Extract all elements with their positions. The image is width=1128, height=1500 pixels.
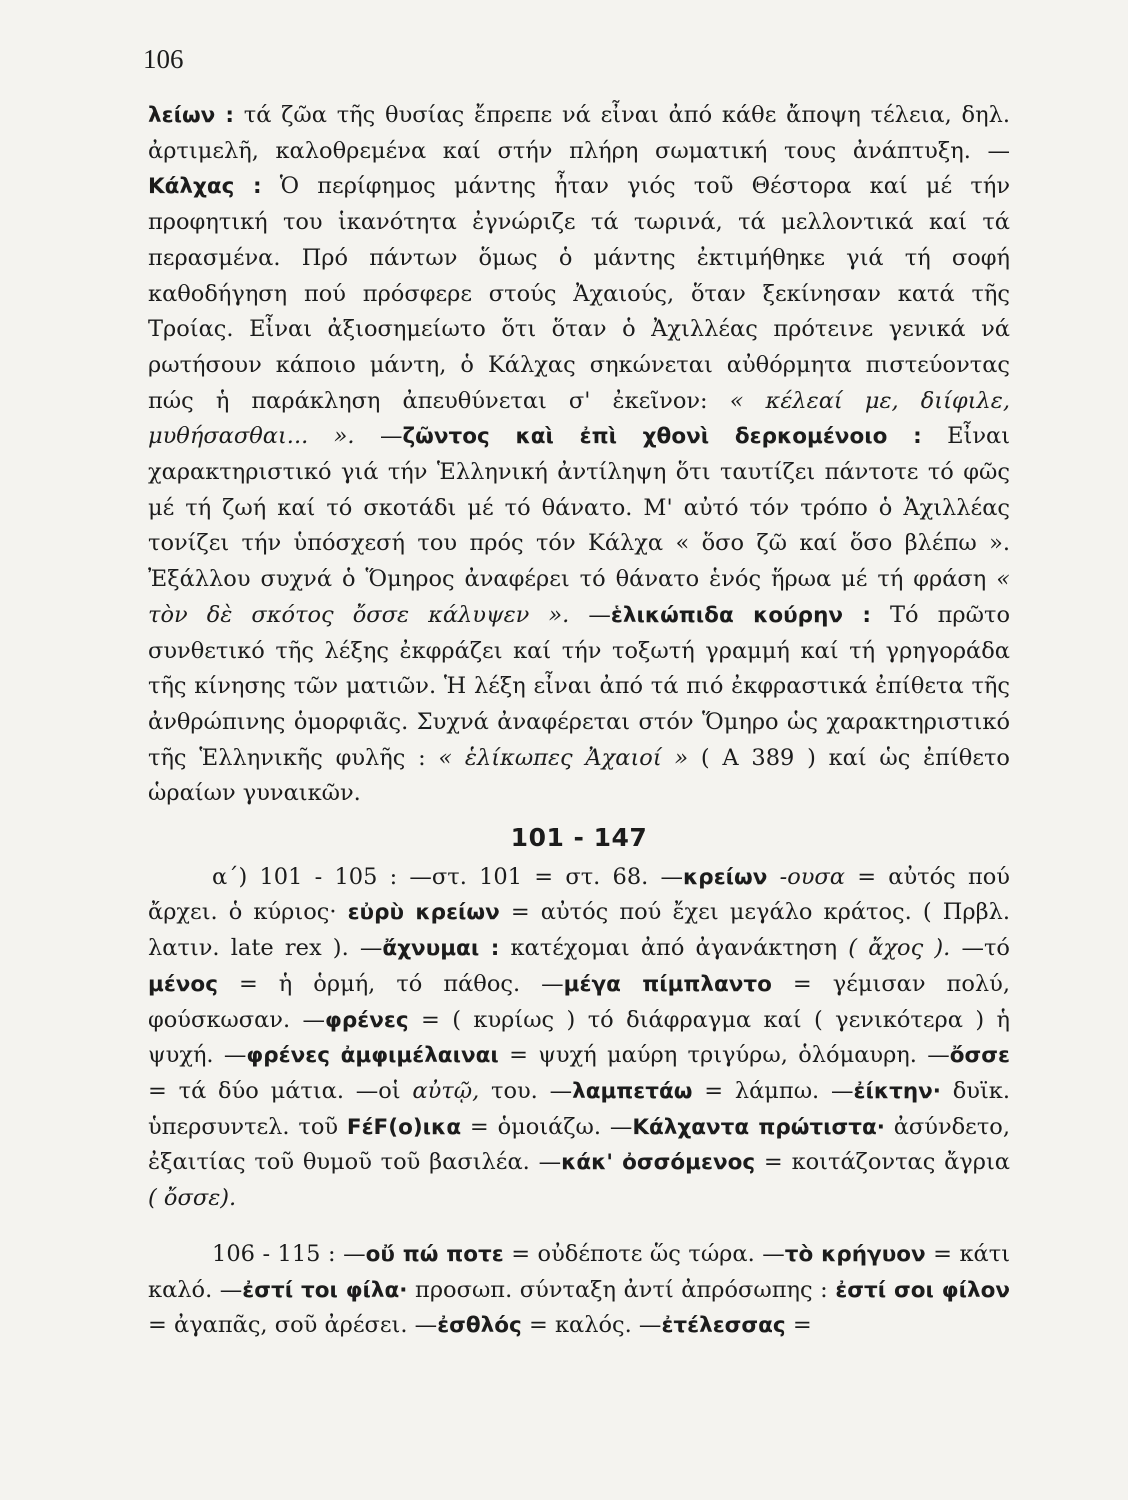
lemma: ἑλικώπιδα κούρην : [610,602,871,628]
lemma: λείων : [148,103,234,128]
lemma: ὄσσε [949,1043,1010,1069]
lemma: λαμπετάω [572,1078,693,1104]
quotation: -ουσα [767,863,858,890]
text-run: — [569,601,611,628]
lemma: φρένες ἀμφιμέλαιναι [246,1043,499,1069]
text-run: = αὐτός πού ἔχει μεγάλο κράτος. ( Πρβλ. λατιν. late rex ). — [148,899,1010,962]
text-run: = ὁμοιάζω. — [461,1113,633,1140]
quotation: « ἑλίκωπες Ἀχαιοί » [438,744,689,771]
text-run: α΄) 101 - 105 : —στ. 101 = στ. 68. — [212,863,684,890]
text-run: Ὁ περίφημος μάντης ἦταν γιός τοῦ Θέστορα καί μέ τήν προφητική του ἱκανότητα ἐγνώριζε τά τωρινά, τά μελλοντικά καί τά περασμένα. Πρό πάντων ὅμως ὁ μάντης ἐκτιμήθηκε γιά τή σοφή καθοδήγηση πού πρόσφερε στούς Ἀχαιούς, ὅταν ξεκίνησαν κατά τῆς Τροίας. Εἶναι ἀξιοσημείωτο ὅτι ὅταν ὁ Ἀχιλλέας πρότεινε γενικά νά ρωτήσουν κάποιο μάντη, ὁ Κάλχας σηκώνεται αὐθόρμητα πιστεύοντας πώς ἡ παράκληση ἀπευθύνεται σ' ἐκεῖνον: [148,173,1010,414]
text-run: δυϊκ. ὑπερσυντελ. τοῦ [148,1077,1010,1140]
commentary-paragraph-106-115 [148,1237,1010,1344]
lemma: ἐτέλεσσας [661,1313,786,1339]
lemma: ἐσθλός [437,1313,522,1339]
text-run: = κάτι καλό. — [148,1240,1011,1303]
lemma: κάκ' ὀσσόμενος [561,1150,756,1176]
text-run: ( Α 389 ) καί ὡς ἐπίθετο ὡραίων γυναικῶν. [148,744,1010,807]
text-run: προσωπ. σύνταξη ἀντί ἀπρόσωπης : [407,1276,836,1303]
text-run: = λάμπω. — [692,1077,854,1104]
quotation: ( ὄσσε). [148,1185,237,1212]
text-run: 106 - 115 : — [212,1240,366,1267]
lemma: ζῶντος καὶ ἐπὶ χθονὶ δερκομένοιο : [402,424,922,450]
text-run: = ἀγαπᾶς, σοῦ ἀρέσει. — [148,1312,438,1339]
quotation: « κέλεαί με, διίφιλε, μυθήσασθαι... ». [148,387,1010,450]
text-run: = γέμισαν πολύ, φούσκωσαν. — [148,970,1010,1033]
lemma: Κάλχας : [148,174,262,200]
text-run: του. — [479,1077,573,1104]
lemma: ἐστί σοι φίλον [835,1277,1011,1303]
lemma: Κάλχαντα πρώτιστα· [632,1114,885,1140]
lemma: ἄχνυμαι : [382,936,500,962]
text-run: = [785,1312,812,1339]
text-run: κατέχομαι ἀπό ἀγανάκτηση [499,935,849,962]
lemma: εὐρὺ κρείων [347,900,500,926]
text-run: = ( κυρίως ) τό διάφραγμα καί ( γενικότερα ) ἡ ψυχή. — [148,1006,1010,1069]
lemma: τὸ κρήγυον [784,1241,926,1267]
lemma: FέF(ο)ικα [346,1114,462,1140]
text-run: = ψυχή μαύρη τριγύρω, ὁλόμαυρη. — [498,1042,950,1069]
lemma: οὔ πώ ποτε [365,1241,504,1267]
quotation: ( ἄχος ). [848,935,951,962]
lemma: κρείων [683,864,768,890]
lemma: ἐστί τοι φίλα· [242,1277,408,1303]
text-run: — [354,423,403,450]
text-run: = τά δύο μάτια. —οἱ [148,1077,413,1104]
quotation: « τὸν δὲ σκότος ὄσσε κάλυψεν ». [148,566,1010,628]
lemma: μέγα πίμπλαντο [563,971,772,997]
commentary-text [148,98,1010,1344]
lemma: φρένες [325,1007,409,1033]
text-run: = ἡ ὁρμή, τό πάθος. — [217,970,564,997]
text-run: = οὐδέποτε ὥς τώρα. — [503,1240,785,1267]
text-run: Εἶναι χαρακτηριστικό γιά τήν Ἑλληνική ἀντίληψη ὅτι ταυτίζει πάντοτε τό φῶς μέ τή ζωή καί τό σκοτάδι μέ τό θάνατο. Μ' αὐτό τόν τρόπο ὁ Ἀχιλλέας τονίζει τήν ὑπόσχεσή του πρός τόν Κάλχα « ὅσο ζῶ καί ὅσο βλέπω ». Ἐξάλλου συχνά ὁ Ὅμηρος ἀναφέρει τό θάνατο ἑνός ἥρωα μέ τή φράση [148,423,1011,593]
section-heading: 101 - 147 [510,823,648,853]
text-run: Τό πρῶτο συνθετικό τῆς λέξης ἐκφράζει καί τήν τοξωτή γραμμή καί τή γρηγοράδα τῆς κίνησης τῶν ματιῶν. Ἡ λέξη εἶναι ἀπό τά πιό ἐκφραστικά ἐπίθετα τῆς ἀνθρώπινης ὁμορφιᾶς. Συχνά ἀναφέρεται στόν Ὅμηρο ὡς χαρακτηριστικό τῆς Ἑλληνικῆς φυλῆς : [148,601,1011,771]
text-run: —τό [950,935,1010,962]
text-run: = αὐτός πού ἄρχει. ὁ κύριος· [148,863,1010,926]
lemma: ἐίκτην· [853,1078,941,1104]
commentary-paragraph-101-105 [148,860,1010,1217]
text-run: = καλός. — [521,1312,662,1339]
quotation: αὐτῷ, [412,1077,480,1104]
text-run: = κοιτάζοντας ἄγρια [755,1149,1010,1176]
commentary-paragraph-lines-1-100 [148,98,1010,812]
lemma: μένος [148,971,218,997]
page-number: 106 [143,44,184,74]
text-run: τά ζῶα τῆς θυσίας ἔπρεπε νά εἶναι ἀπό κάθε ἄποψη τέλεια, δηλ. ἀρτιμελῆ, καλοθρεμένα καί στήν πλήρη σωματική τους ἀνάπτυξη. — [148,102,1010,164]
text-run: ἀσύνδετο, ἐξαιτίας τοῦ θυμοῦ τοῦ βασιλέα. — [148,1113,1010,1176]
